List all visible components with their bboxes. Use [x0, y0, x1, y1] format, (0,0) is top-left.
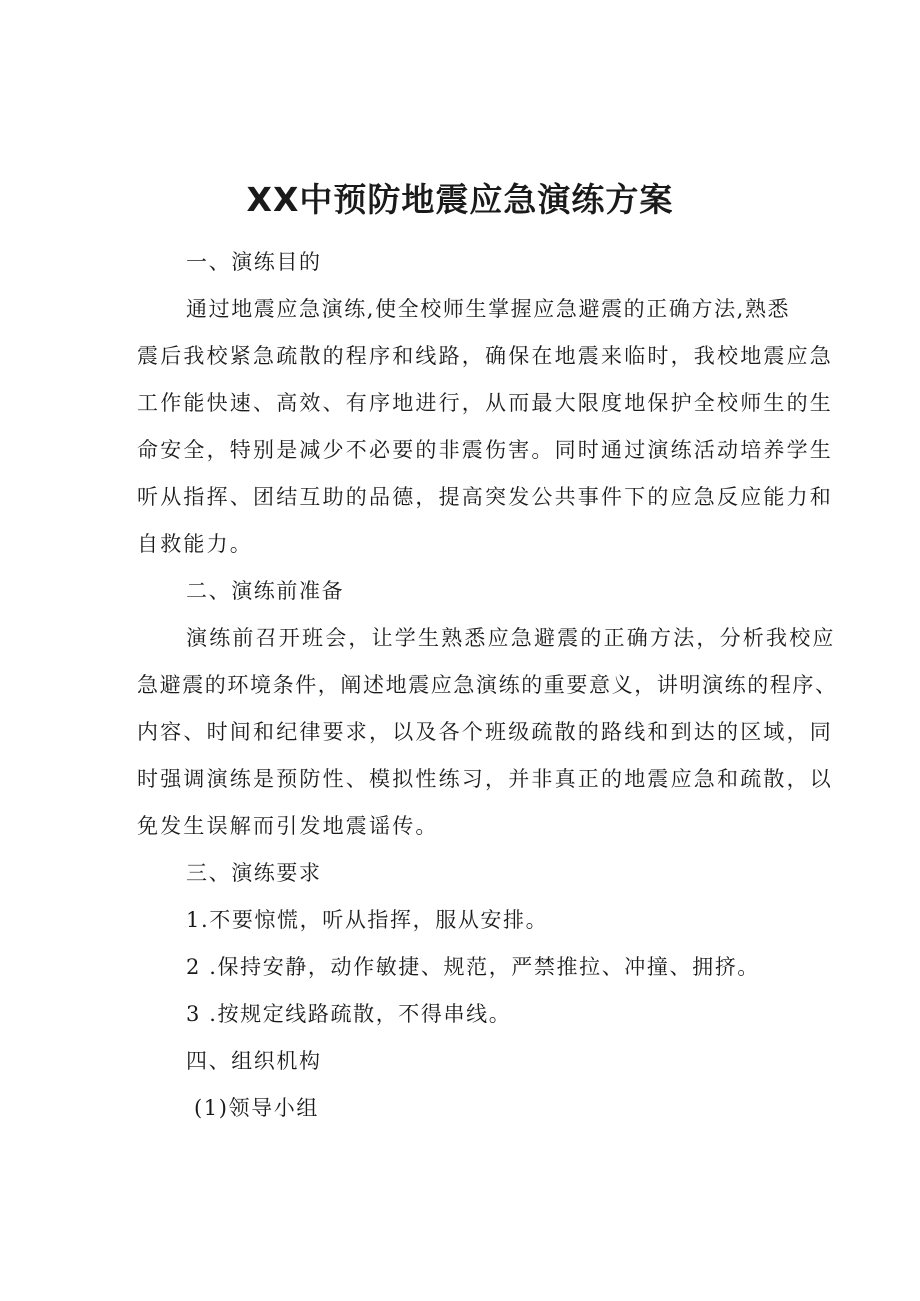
paragraph-line: 时强调演练是预防性、模拟性练习，并非真正的地震应急和疏散，以 — [137, 767, 833, 791]
paragraph-line: 急避震的环境条件，阐述地震应急演练的重要意义，讲明演练的程序、 — [137, 673, 838, 697]
section-heading-purpose: 一、演练目的 — [186, 250, 322, 274]
paragraph-line: 听从指挥、团结互助的品德，提高突发公共事件下的应急反应能力和 — [137, 485, 833, 509]
paragraph-line: 命安全，特别是减少不必要的非震伤害。同时通过演练活动培养学生 — [137, 438, 833, 462]
paragraph-line: 演练前召开班会，让学生熟悉应急避震的正确方法，分析我校应 — [186, 626, 836, 650]
list-item: (1)领导小组 — [194, 1096, 319, 1120]
list-item: 3 .按规定线路疏散，不得串线。 — [186, 1002, 512, 1026]
list-item: 1.不要惊慌，听从指挥，服从安排。 — [186, 908, 549, 932]
paragraph-line: 工作能快速、高效、有序地进行，从而最大限度地保护全校师生的生 — [137, 391, 833, 415]
document-title: XX中预防地震应急演练方案 — [246, 180, 674, 219]
paragraph-line: 内容、时间和纪律要求，以及各个班级疏散的路线和到达的区域，同 — [137, 720, 833, 744]
paragraph-line: 通过地震应急演练,使全校师生掌握应急避震的正确方法,熟悉 — [186, 297, 791, 321]
paragraph-line: 震后我校紧急疏散的程序和线路，确保在地震来临时，我校地震应急 — [137, 344, 833, 368]
section-heading-preparation: 二、演练前准备 — [186, 579, 345, 603]
list-item: 2 .保持安静，动作敏捷、规范，严禁推拉、冲撞、拥挤。 — [186, 955, 760, 979]
section-heading-organization: 四、组织机构 — [186, 1049, 322, 1073]
paragraph-line: 免发生误解而引发地震谣传。 — [137, 814, 439, 838]
paragraph-line: 自救能力。 — [137, 532, 253, 556]
section-heading-requirements: 三、演练要求 — [186, 861, 322, 885]
